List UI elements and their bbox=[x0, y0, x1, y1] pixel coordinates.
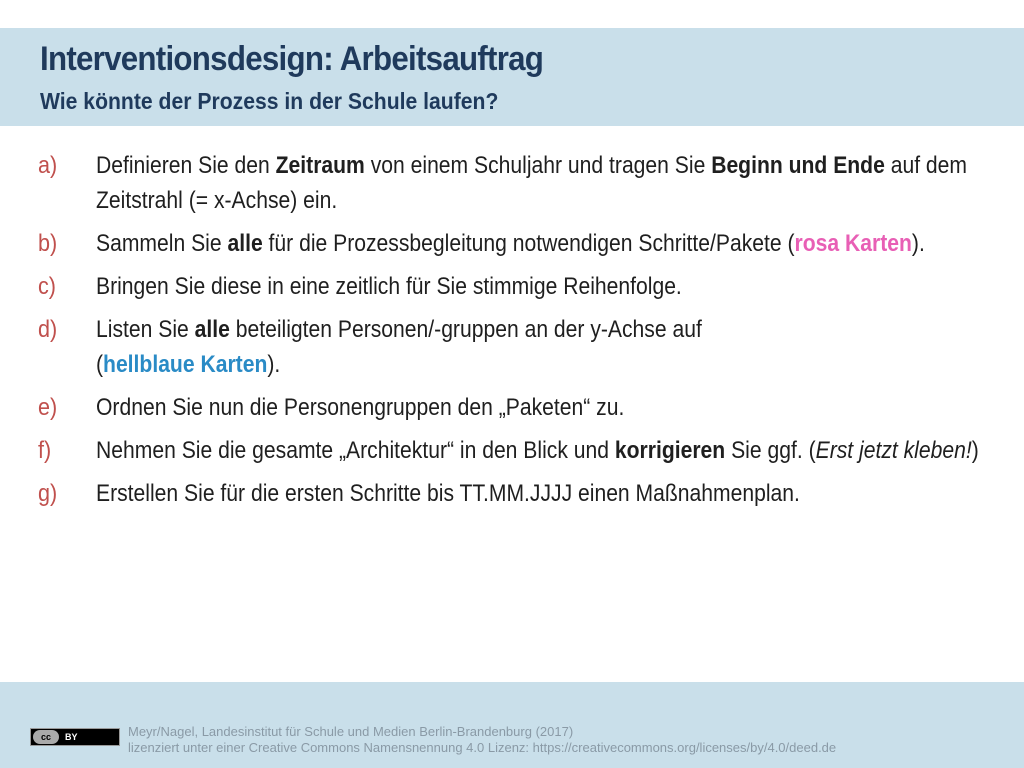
text-run: Sammeln Sie bbox=[96, 230, 228, 257]
text-run: ). bbox=[267, 351, 281, 378]
text-run: Erst jetzt kleben! bbox=[815, 437, 972, 464]
credit-line-2: lizenziert unter einer Creative Commons Namensnennung 4.0 Lizenz: https://creativecommons.org/licenses/by/4.0/deed.de bbox=[128, 740, 837, 755]
text-run: Beginn und Ende bbox=[711, 152, 885, 179]
list-marker: e) bbox=[38, 394, 58, 421]
list-item bbox=[38, 226, 998, 261]
slide-title: Interventionsdesign: Arbeitsauftrag bbox=[40, 40, 544, 78]
list-item-text bbox=[96, 148, 994, 218]
list-item bbox=[38, 148, 998, 218]
text-run: Erstellen Sie für die ersten Schritte bis TT.MM.JJJJ einen Maßnahmenplan. bbox=[96, 480, 800, 507]
by-label: BY bbox=[65, 732, 78, 742]
list-marker: a) bbox=[38, 152, 58, 179]
text-run: Sie ggf. ( bbox=[725, 437, 816, 464]
list-item bbox=[38, 390, 998, 425]
list-item-text bbox=[96, 476, 994, 511]
list-item bbox=[38, 433, 998, 468]
list-item-text bbox=[96, 433, 994, 468]
list-item-text bbox=[96, 226, 994, 261]
text-run: von einem Schuljahr und tragen Sie bbox=[364, 152, 712, 179]
credit-line-1: Meyr/Nagel, Landesinstitut für Schule und Medien Berlin-Brandenburg (2017) bbox=[128, 724, 574, 739]
text-run: Definieren Sie den bbox=[96, 152, 276, 179]
text-run: Ordnen Sie nun die Personengruppen den „Paketen“ zu. bbox=[96, 394, 625, 421]
text-run: korrigieren bbox=[614, 437, 726, 464]
text-run: ( bbox=[96, 351, 104, 378]
task-list bbox=[38, 148, 998, 519]
list-item-text bbox=[96, 390, 994, 425]
text-run: für die Prozessbegleitung notwendigen Schritte/Pakete ( bbox=[262, 230, 795, 257]
text-run: Bringen Sie diese in eine zeitlich für Sie stimmige Reihenfolge. bbox=[96, 273, 682, 300]
slide-header bbox=[0, 28, 1024, 126]
text-run: auf dem Zeitstrahl (= x-Achse) ein. bbox=[96, 152, 968, 214]
text-run: rosa Karten bbox=[794, 230, 912, 257]
text-run: beteiligten Personen/-gruppen an der y-Achse auf bbox=[229, 316, 702, 343]
credit-text bbox=[128, 724, 836, 756]
text-run: Zeitraum bbox=[275, 152, 365, 179]
text-run: ). bbox=[911, 230, 925, 257]
text-run: Listen Sie bbox=[96, 316, 195, 343]
slide-footer bbox=[0, 682, 1024, 768]
list-item bbox=[38, 312, 998, 382]
list-item-text bbox=[96, 312, 994, 382]
list-marker: d) bbox=[38, 316, 58, 343]
list-marker: f) bbox=[38, 437, 52, 464]
list-marker: c) bbox=[38, 273, 56, 300]
slide-subtitle: Wie könnte der Prozess in der Schule laufen? bbox=[40, 88, 499, 114]
text-run: alle bbox=[227, 230, 263, 257]
list-item bbox=[38, 476, 998, 511]
cc-by-license-icon bbox=[30, 728, 120, 746]
list-item bbox=[38, 269, 998, 304]
list-item-text bbox=[96, 269, 994, 304]
text-run: ) bbox=[971, 437, 979, 464]
list-marker: g) bbox=[38, 480, 58, 507]
text-run: alle bbox=[194, 316, 230, 343]
cc-logo-icon: cc bbox=[33, 730, 59, 744]
list-marker: b) bbox=[38, 230, 58, 257]
text-run: Nehmen Sie die gesamte „Architektur“ in den Blick und bbox=[96, 437, 615, 464]
text-run: hellblaue Karten bbox=[103, 351, 268, 378]
